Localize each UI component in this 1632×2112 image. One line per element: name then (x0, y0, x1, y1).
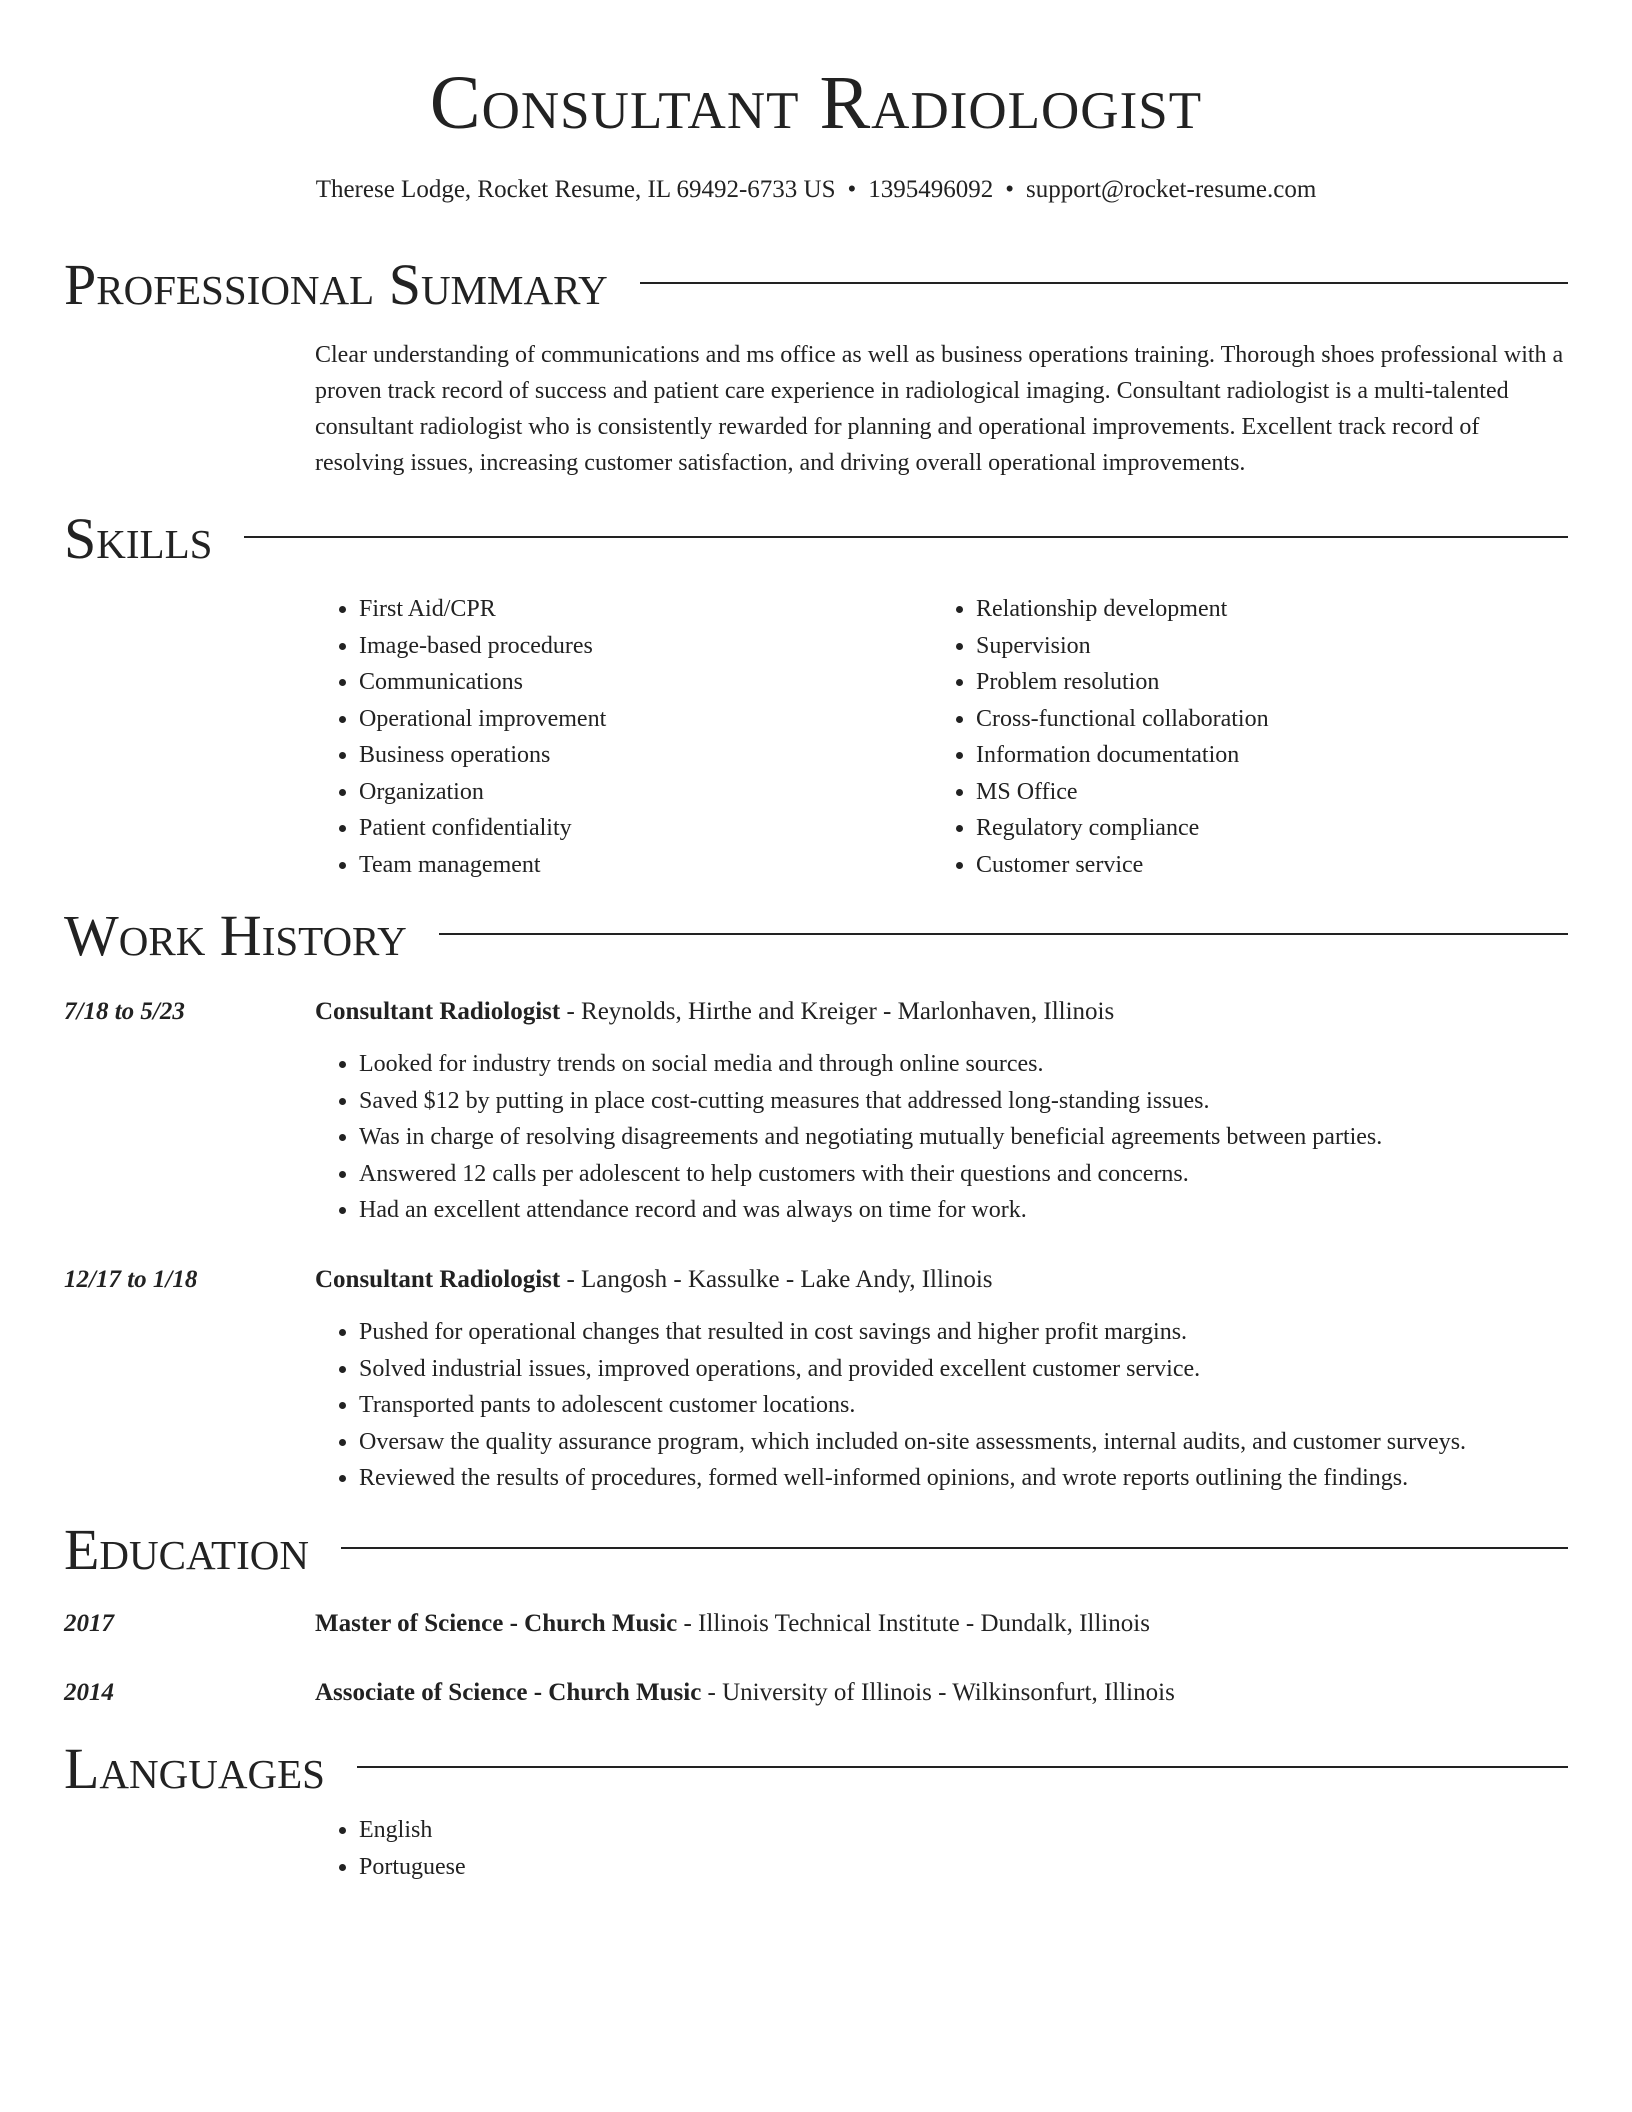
job-title: Consultant Radiologist (315, 998, 561, 1025)
job-bullets (315, 1046, 1568, 1229)
education-heading: Education (64, 1517, 309, 1582)
job-bullet: • Solved industrial issues, improved operations, and provided excellent customer service. (359, 1351, 1568, 1388)
skills-block (315, 591, 1568, 883)
contact-email: support@rocket-resume.com (1026, 176, 1317, 203)
skills-section-header (64, 505, 1568, 573)
summary-text: Clear understanding of communications and ms office as well as business operations training. Thorough shoes professional with a proven track record of success and patient care experience in radiological imaging. Consultant radiologist is a multi-talented consultant radiologist who is consistently rewarded for planning and operational improvements. Excellent track record of resolving issues, increasing customer satisfaction, and driving overall operational improvements. (315, 342, 1564, 476)
contact-line (64, 174, 1568, 206)
job-dates: 7/18 to 5/23 (64, 998, 185, 1025)
education-section-header (64, 1516, 1568, 1584)
skill-item: • Business operations (359, 737, 932, 774)
skill-item: • Cross-functional collaboration (976, 701, 1549, 738)
skill-item: • Information documentation (976, 737, 1549, 774)
job-bullet: • Reviewed the results of procedures, formed well-informed opinions, and wrote reports outlining the findings. (359, 1460, 1568, 1497)
skill-item: • Problem resolution (976, 664, 1549, 701)
work-section-header (64, 902, 1568, 970)
job-title-line (315, 1262, 1568, 1298)
skill-item: • Team management (359, 847, 932, 884)
language-item: • English (359, 1812, 1568, 1849)
contact-address: Therese Lodge, Rocket Resume, IL 69492-6733 US (315, 176, 836, 203)
work-heading: Work History (64, 903, 407, 968)
education-details: - University of Illinois - Wilkinsonfurt, Illinois (701, 1679, 1175, 1706)
language-item: • Portuguese (359, 1849, 1568, 1886)
job-bullet: • Had an excellent attendance record and was always on time for work. (359, 1192, 1568, 1229)
candidate-name: Consultant Radiologist (429, 61, 1203, 145)
job-details: - Langosh - Kassulke - Lake Andy, Illinois (560, 1266, 993, 1293)
skills-heading: Skills (64, 506, 213, 571)
skill-item: • Customer service (976, 847, 1549, 884)
skills-list-right (932, 591, 1549, 883)
job-bullet: • Saved $12 by putting in place cost-cutting measures that addressed long-standing issues. (359, 1083, 1568, 1120)
skill-item: • Supervision (976, 628, 1549, 665)
education-year: 2017 (64, 1610, 114, 1637)
skill-item: • Communications (359, 664, 932, 701)
skill-item: • Regulatory compliance (976, 810, 1549, 847)
section-divider (640, 282, 1568, 284)
job-bullet: • Oversaw the quality assurance program, which included on-site assessments, internal audits, and customer surveys. (359, 1424, 1568, 1461)
skill-item: • MS Office (976, 774, 1549, 811)
skill-item: • Patient confidentiality (359, 810, 932, 847)
section-divider (341, 1547, 1568, 1549)
skill-item: • First Aid/CPR (359, 591, 932, 628)
languages-heading: Languages (64, 1736, 325, 1801)
summary-block (315, 337, 1568, 481)
skills-column-left (315, 591, 932, 883)
skill-item: • Relationship development (976, 591, 1549, 628)
skills-list-left (315, 591, 932, 883)
languages-list (315, 1812, 1568, 1885)
section-divider (244, 536, 1568, 538)
languages-block (315, 1812, 1568, 1885)
job-bullet: • Looked for industry trends on social media and through online sources. (359, 1046, 1568, 1083)
job-dates: 12/17 to 1/18 (64, 1266, 198, 1293)
job-entry (315, 994, 1568, 1229)
contact-separator: • (1005, 176, 1015, 203)
section-divider (357, 1766, 1568, 1768)
education-entry (315, 1606, 1568, 1642)
job-details: - Reynolds, Hirthe and Kreiger - Marlonhaven, Illinois (560, 998, 1115, 1025)
job-bullet: • Was in charge of resolving disagreements and negotiating mutually beneficial agreements between parties. (359, 1119, 1568, 1156)
job-bullet: • Transported pants to adolescent customer locations. (359, 1387, 1568, 1424)
education-degree: Master of Science - Church Music (315, 1610, 678, 1637)
languages-section-header (64, 1735, 1568, 1803)
education-degree: Associate of Science - Church Music (315, 1679, 702, 1706)
job-bullet: • Answered 12 calls per adolescent to help customers with their questions and concerns. (359, 1156, 1568, 1193)
education-year: 2014 (64, 1679, 114, 1706)
summary-section-header (64, 251, 1568, 319)
contact-separator: • (847, 176, 857, 203)
skill-item: • Organization (359, 774, 932, 811)
job-bullets (315, 1314, 1568, 1497)
skill-item: • Image-based procedures (359, 628, 932, 665)
education-details: - Illinois Technical Institute - Dundalk, Illinois (677, 1610, 1150, 1637)
contact-phone: 1395496092 (868, 176, 994, 203)
job-bullet: • Pushed for operational changes that resulted in cost savings and higher profit margins. (359, 1314, 1568, 1351)
summary-heading: Professional Summary (64, 252, 608, 317)
skill-item: • Operational improvement (359, 701, 932, 738)
section-divider (439, 933, 1568, 935)
skills-column-right (932, 591, 1549, 883)
job-title-line (315, 994, 1568, 1030)
education-entry (315, 1675, 1568, 1711)
job-entry (315, 1262, 1568, 1497)
job-title: Consultant Radiologist (315, 1266, 561, 1293)
